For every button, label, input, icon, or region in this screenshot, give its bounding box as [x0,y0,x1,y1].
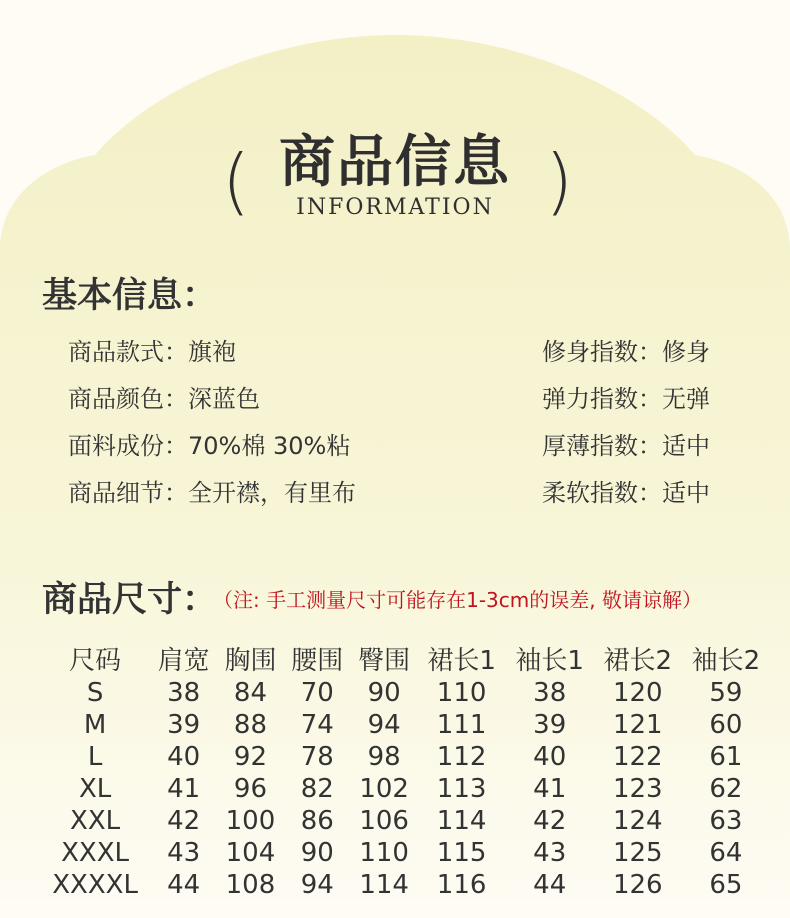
table-row [40,805,770,837]
table-cell: 41 [167,774,201,804]
table-cell: 90 [300,838,334,868]
column-header: 胸围 [224,646,277,676]
info-label: 弹力指数： [542,385,662,413]
table-cell: 94 [300,870,334,900]
table-cell: 96 [233,774,267,804]
table-cell: 38 [533,678,567,708]
table-cell: 84 [233,678,267,708]
table-row [40,869,770,901]
table-cell: 63 [709,806,743,836]
table-cell: 98 [367,742,401,772]
table-cell: 43 [167,838,201,868]
table-cell: 114 [359,870,409,900]
table-cell: 123 [612,774,663,804]
table-cell: S [86,678,104,708]
table-cell: 70 [300,678,334,708]
size-note: （注: 手工测量尺寸可能存在1-3cm的误差, 敬请谅解） [223,588,702,612]
table-row [40,741,770,773]
table-cell: 88 [233,710,267,740]
info-value: 70%棉 30%粘 [188,432,351,460]
table-cell: 41 [533,774,567,804]
table-cell: 116 [436,870,487,900]
table-cell: 126 [612,870,663,900]
info-label: 修身指数： [542,338,662,366]
info-fit [542,332,710,367]
table-cell: 113 [436,774,487,804]
table-cell: 74 [300,710,334,740]
table-row [40,709,770,741]
table-cell: XXL [70,806,121,836]
info-value: 修身 [662,338,710,366]
column-header: 尺码 [69,646,122,676]
table-cell: 65 [709,870,743,900]
table-cell: 86 [300,806,334,836]
table-cell: 62 [709,774,743,804]
column-header: 肩宽 [157,646,210,676]
table-cell: 90 [367,678,401,708]
table-cell: 121 [612,710,663,740]
column-header: 臀围 [358,646,411,676]
table-cell: 39 [533,710,567,740]
info-label: 厚薄指数： [542,432,662,460]
basic-info-heading: 基本信息： [42,276,218,316]
table-cell: 100 [225,806,276,836]
table-cell: 60 [709,710,743,740]
table-cell: 104 [225,838,276,868]
table-cell: 120 [612,678,663,708]
table-cell: 40 [167,742,201,772]
info-color [68,379,260,414]
table-cell: 110 [359,838,409,868]
right-parenthesis: ) [545,139,574,223]
info-value: 适中 [662,432,710,460]
table-cell: 106 [359,806,409,836]
table-cell: 124 [612,806,663,836]
table-row [40,677,770,709]
table-cell: 115 [436,838,487,868]
size-table [40,640,770,901]
table-cell: 42 [167,806,201,836]
info-fabric [68,426,350,461]
table-cell: 78 [300,742,334,772]
table-cell: 112 [436,742,487,772]
table-cell: 44 [167,870,201,900]
table-cell: 43 [533,838,567,868]
info-softness [542,473,710,508]
left-parenthesis: ( [222,139,251,223]
table-cell: 92 [233,742,267,772]
column-header: 腰围 [291,646,344,676]
table-cell: 108 [225,870,276,900]
column-header: 裙长2 [603,646,673,676]
table-cell: 40 [533,742,567,772]
info-style [68,332,236,367]
info-value: 无弹 [662,385,710,413]
page-title: 商品信息 [279,130,511,195]
table-cell: 61 [709,742,743,772]
table-cell: 94 [367,710,401,740]
table-cell: XXXL [61,838,130,868]
size-heading-text: 商品尺寸： [42,580,218,620]
info-thickness [542,426,710,461]
info-value: 适中 [662,479,710,507]
table-cell: 42 [533,806,567,836]
header [0,0,790,260]
size-heading [42,572,702,622]
info-label: 面料成份： [68,432,188,460]
info-value: 深蓝色 [188,385,260,413]
info-elasticity [542,379,710,414]
table-cell: L [87,742,103,772]
column-header: 袖长1 [515,646,584,676]
info-label: 商品颜色： [68,385,188,413]
page-subtitle: INFORMATION [296,195,494,220]
table-cell: 114 [436,806,487,836]
column-header: 袖长2 [691,646,761,676]
table-cell: 122 [612,742,663,772]
table-cell: 38 [167,678,201,708]
table-cell: 44 [533,870,567,900]
table-cell: M [83,710,107,740]
table-cell: 125 [612,838,663,868]
table-cell: 64 [709,838,743,868]
table-cell: 39 [167,710,201,740]
info-value: 全开襟，有里布 [188,479,356,507]
table-cell: 59 [709,678,743,708]
table-cell: XXXXL [52,870,138,900]
info-details [68,473,356,508]
info-value: 旗袍 [188,338,236,366]
column-header: 裙长1 [427,646,496,676]
table-row [40,837,770,869]
table-cell: 82 [300,774,334,804]
table-cell: XL [78,774,112,804]
table-cell: 102 [359,774,409,804]
size-table-header [40,640,770,677]
info-label: 商品细节： [68,479,188,507]
table-cell: 111 [436,710,487,740]
table-cell: 110 [436,678,487,708]
info-label: 柔软指数： [542,479,662,507]
table-row [40,773,770,805]
info-label: 商品款式： [68,338,188,366]
